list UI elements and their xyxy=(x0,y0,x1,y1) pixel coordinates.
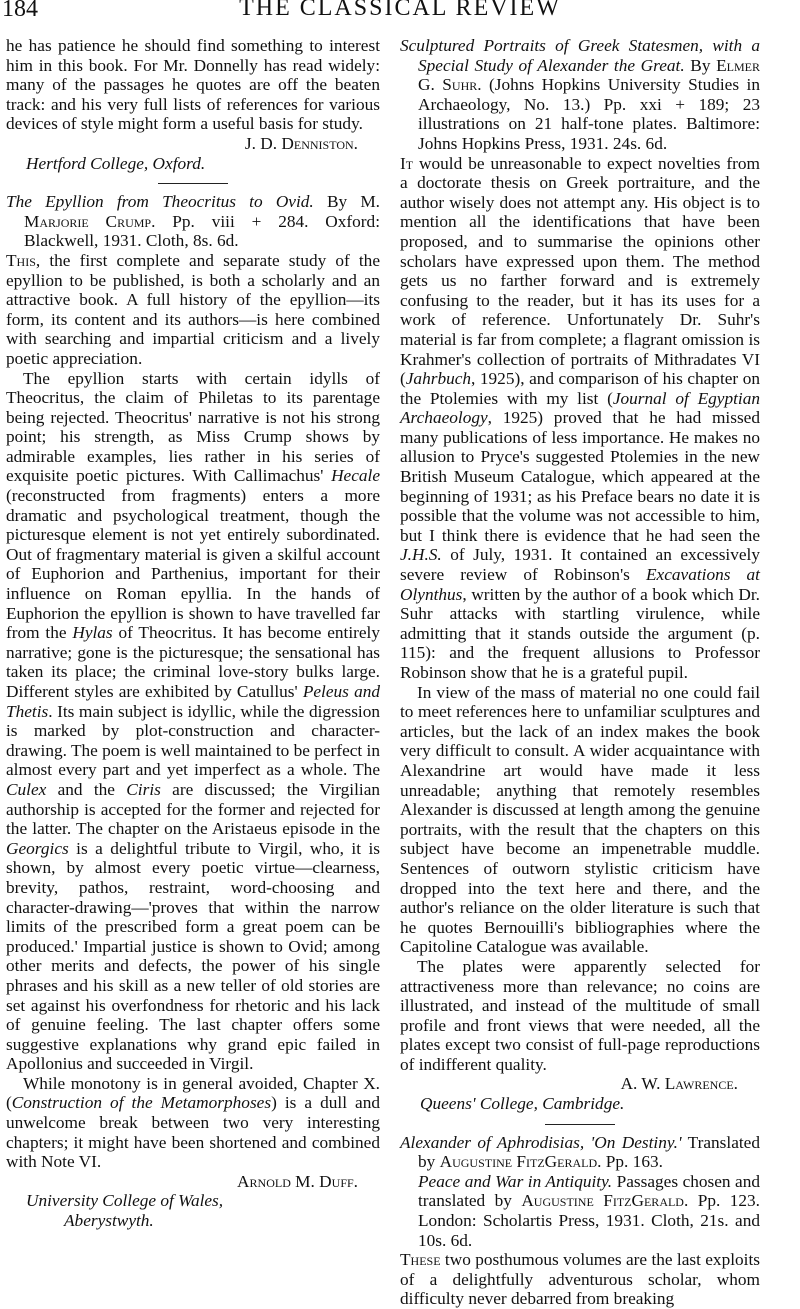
book-author: M. Marjorie Crump. xyxy=(24,192,380,231)
reviewer-affiliation: Hertford College, Oxford. xyxy=(26,153,206,173)
review-paragraph: While monotony is in general avoided, Chapter X. (Construction of the Metamorphoses) is a dull and unwelcome break between two very interesting chapters; it might have been shortened and combined with Note VI. xyxy=(6,1073,380,1172)
reviewer-signature: J. D. Denniston. xyxy=(244,133,358,153)
section-divider xyxy=(158,183,228,184)
book-title: The Epyllion from Theocritus to Ovid. xyxy=(6,192,314,212)
review-sculptured-portraits xyxy=(400,36,760,1114)
review-epyllion xyxy=(6,192,380,1230)
book-author: Augustine FitzGerald. xyxy=(521,1191,689,1211)
book-author: Augustine FitzGerald. xyxy=(439,1152,602,1172)
book-heading: Alexander of Aphrodisias, 'On Destiny.' Translated by Augustine FitzGerald. Pp. 163. xyxy=(400,1132,760,1172)
continued-paragraph: he has patience he should find something to interest him in this book. For Mr. Donnelly has read widely: many of the passages he quotes are off the beaten track: and his very full lists of references for various devices of style might form a useful basis for study. xyxy=(6,36,380,134)
reviewer-affiliation-line2: Aberystwyth. xyxy=(64,1211,154,1231)
right-column xyxy=(400,36,760,1309)
reviewer-affiliation: University College of Wales, xyxy=(26,1191,224,1211)
review-fitzgerald xyxy=(400,1133,760,1309)
review-paragraph: The epyllion starts with certain idylls of Theocritus, the claim of Philetas to its parentage being rejected. Theocritus' narrative is not his strong point; his strength, as Miss Crump shows by admirable examples, lies rather in his series of exquisite poetic pictures. With Callimachus' Hecale (reconstructed from fragments) enters a more dramatic and psychological treatment, though the picturesque element is not yet entirely subordinated. Out of fragmentary material is given a skilful account of Euphorion and Parthenius, important for their influence on Roman epyllia. In the hands of Euphorion the epyllion is shown to have travelled far from the Hylas of Theocritus. It has become entirely narrative; gone is the picturesque; the sensational has taken its place; the criminal love-story bulks large. Different styles are exhibited by Catullus' Peleus and Thetis. Its main subject is idyllic, while the digression is marked by plot-construction and character-drawing. The poem is well maintained to be perfect in almost every part and yet imperfect as a whole. The Culex and the Ciris are discussed; the Virgilian authorship is accepted for the former and rejected for the latter. The chapter on the Aristaeus episode in the Georgics is a delightful tribute to Virgil, who, it is shown, by almost every poetic virtue—clearness, brevity, pathos, restraint, word-choosing and character-drawing—'proves that within the narrow limits of the prescribed form a great poem can be produced.' Impartial justice is shown to Ovid; among other merits and defects, the power of his single phrases and his skill as a new teller of old stories are set against his overfondness for rhetoric and his lack of genuine feeling. The last chapter offers some suggestive explanations why grand epic failed in Apollonius and succeeded in Virgil. xyxy=(6,368,381,1074)
section-divider xyxy=(545,1124,615,1125)
page-number: 184 xyxy=(2,0,38,22)
book-title: Alexander of Aphrodisias, 'On Destiny.' xyxy=(400,1132,682,1152)
review-paragraph: This, the first complete and separate study of the epyllion to be published, is both a scholarly and an attractive book. A full history of the epyllion—its form, its content and its authors—is here combined with searching and impartial criticism and a lively poetic appreciation. xyxy=(6,250,380,368)
book-details: Pp. viii + 284. Oxford: Blackwell, 1931. Cloth, 8s. 6d. xyxy=(24,211,380,251)
book-title: Peace and War in Antiquity. xyxy=(418,1171,613,1191)
reviewer-affiliation: Queens' College, Cambridge. xyxy=(420,1094,625,1114)
book-author: Elmer G. Suhr. xyxy=(418,55,760,95)
book-heading: The Epyllion from Theocritus to Ovid. By M. Marjorie Crump. Pp. viii + 284. Oxford: Blackwell, 1931. Cloth, 8s. 6d. xyxy=(6,192,380,251)
left-column xyxy=(6,36,380,1231)
page-header xyxy=(0,0,800,22)
review-paragraph: In view of the mass of material no one could fail to meet references here to unfamiliar sculptures and articles, but the lack of an index makes the book very difficult to consult. A wider acquaintance with Alexandrine art would have made it less unreadable; anything that remotely resembles Alexander is discussed at length among the genuine portraits, with the result that the chapters on this subject have become an impenetrable muddle. Sentences of outworn stylistic criticism have dropped into the text here and there, and the author's reliance on the older literature is such that he quotes Bernouilli's bibliographies where the Capitoline Catalogue was available. xyxy=(400,682,760,957)
book-title: Sculptured Portraits of Greek Statesmen, with a Special Study of Alexander the Great. xyxy=(400,36,760,75)
book-details: Pp. 123. London: Scholartis Press, 1931. Cloth, 21s. and 10s. 6d. xyxy=(418,1191,760,1250)
review-paragraph: The plates were apparently selected for attractiveness more than relevance; no coins are illustrated, and instead of the multitude of small profile and front views that were needed, all the plates except two consist of full-page reproductions of indifferent quality. xyxy=(400,956,760,1074)
review-paragraph: It would be unreasonable to expect novelties from a doctorate thesis on Greek portraiture, and the author wisely does not attempt any. His object is to mention all the identifications that have been proposed, and to summarise the opinions other scholars have expressed upon them. The method gets us no farther forward and is extremely confusing to the reader, but it has its uses for a work of reference. Unfortunately Dr. Suhr's material is far from complete; a flagrant omission is Krahmer's collection of portraits of Mithradates VI (Jahrbuch, 1925), and comparison of his chapter on the Ptolemies with my list (Journal of Egyptian Archaeology, 1925) proved that he had missed many publications of less importance. He makes no allusion to Pryce's suggested Ptolemies in the new British Museum Catalogue, which appeared at the beginning of 1931; as his Preface bears no date it is possible that the volume was not accessible to him, but I think there is evidence that he had seen the J.H.S. of July, 1931. It contained an excessively severe review of Robinson's Excavations at Olynthus, written by the author of a book which Dr. Suhr attacks with startling virulence, while admitting that it stands outside the argument (p. 115): and the frequent allusions to Professor Robinson show that he is a grateful pupil. xyxy=(400,153,760,682)
book-heading: Peace and War in Antiquity. Passages chosen and translated by Augustine FitzGerald. Pp. 123. London: Scholartis Press, 1931. Cloth, 21s. and 10s. 6d. xyxy=(418,1171,761,1250)
book-heading: Sculptured Portraits of Greek Statesmen, with a Special Study of Alexander the Great. By Elmer G. Suhr. (Johns Hopkins University Studies in Archaeology, No. 13.) Pp. xxi + 189; 23 illustrations on 21 half-tone plates. Baltimore: Johns Hopkins Press, 1931. 24s. 6d. xyxy=(400,36,760,153)
review-paragraph: These two posthumous volumes are the last exploits of a delightfully adventurous scholar, whom difficulty never debarred from breaking xyxy=(400,1250,760,1309)
reviewer-signature: Arnold M. Duff. xyxy=(237,1171,358,1191)
running-title: THE CLASSICAL REVIEW xyxy=(239,0,561,21)
book-details: (Johns Hopkins University Studies in Archaeology, No. 13.) Pp. xxi + 189; 23 illustrations on 21 half-tone plates. Baltimore: Johns Hopkins Press, 1931. 24s. 6d. xyxy=(418,75,760,153)
reviewer-signature: A. W. Lawrence. xyxy=(620,1074,738,1094)
